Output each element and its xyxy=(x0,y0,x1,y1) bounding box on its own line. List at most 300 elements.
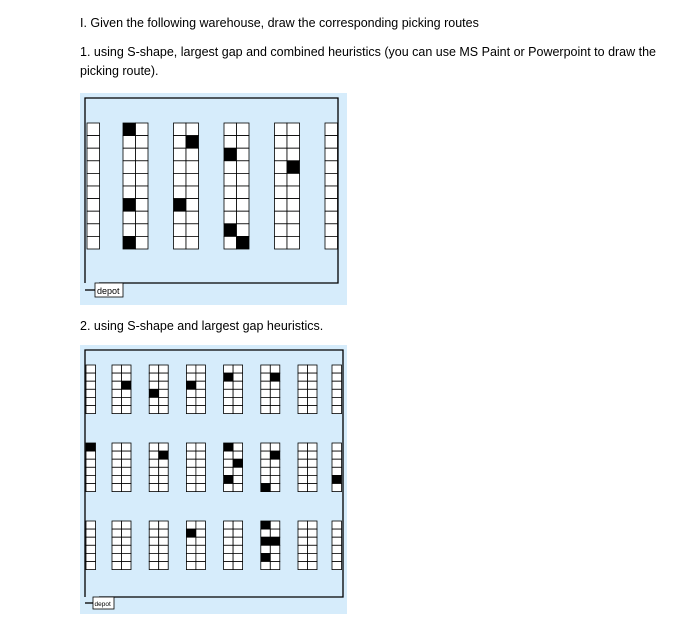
rack-cell xyxy=(186,373,196,381)
rack-cell xyxy=(332,365,342,373)
rack-cell xyxy=(174,211,187,224)
rack-cell xyxy=(308,406,318,414)
rack-cell xyxy=(261,467,271,475)
rack-cell xyxy=(298,365,308,373)
rack-cell xyxy=(186,365,196,373)
pick-location xyxy=(186,136,199,149)
rack-cell xyxy=(159,406,169,414)
rack-cell xyxy=(122,545,132,553)
rack-cell xyxy=(186,406,196,414)
rack-cell xyxy=(186,467,196,475)
rack-cell xyxy=(149,397,159,405)
rack-cell xyxy=(275,224,288,237)
rack-cell xyxy=(332,443,342,451)
rack-cell xyxy=(86,529,96,537)
rack-cell xyxy=(224,537,234,545)
rack-cell xyxy=(149,373,159,381)
rack-cell xyxy=(196,484,206,492)
rack-cell xyxy=(270,562,280,570)
rack-cell xyxy=(270,406,280,414)
rack-cell xyxy=(298,406,308,414)
question-2: 2. using S-shape and largest gap heuristics. xyxy=(80,319,324,333)
pick-location xyxy=(159,451,169,459)
pick-location xyxy=(149,389,159,397)
rack-cell xyxy=(325,136,338,149)
rack-cell xyxy=(237,148,250,161)
rack-cell xyxy=(308,397,318,405)
rack-cell xyxy=(159,397,169,405)
rack-cell xyxy=(332,467,342,475)
rack-cell xyxy=(186,186,199,199)
rack-cell xyxy=(174,161,187,174)
rack-cell xyxy=(186,537,196,545)
rack-cell xyxy=(149,521,159,529)
rack-cell xyxy=(159,443,169,451)
rack-cell xyxy=(112,475,122,483)
rack-cell xyxy=(86,389,96,397)
rack-cell xyxy=(224,553,234,561)
rack-cell xyxy=(122,406,132,414)
rack-cell xyxy=(261,475,271,483)
rack-cell xyxy=(149,529,159,537)
rack-cell xyxy=(332,529,342,537)
rack-cell xyxy=(233,475,243,483)
rack-cell xyxy=(123,148,136,161)
rack-cell xyxy=(224,467,234,475)
rack-cell xyxy=(332,451,342,459)
rack-cell xyxy=(186,545,196,553)
rack-cell xyxy=(308,443,318,451)
rack-cell xyxy=(332,381,342,389)
rack-cell xyxy=(149,537,159,545)
warehouse-figure-2 xyxy=(80,345,347,614)
rack-cell xyxy=(196,521,206,529)
rack-cell xyxy=(112,562,122,570)
rack-cell xyxy=(196,553,206,561)
rack-cell xyxy=(136,224,149,237)
rack-cell xyxy=(196,545,206,553)
rack-cell xyxy=(86,459,96,467)
rack-cell xyxy=(149,451,159,459)
rack-cell xyxy=(122,451,132,459)
rack-cell xyxy=(332,406,342,414)
rack-cell xyxy=(298,475,308,483)
rack-cell xyxy=(174,186,187,199)
rack-cell xyxy=(275,211,288,224)
rack-cell xyxy=(270,467,280,475)
pick-location xyxy=(224,475,234,483)
rack-cell xyxy=(298,562,308,570)
rack-cell xyxy=(196,475,206,483)
rack-cell xyxy=(186,224,199,237)
rack-cell xyxy=(86,406,96,414)
rack-cell xyxy=(224,136,237,149)
rack-cell xyxy=(196,406,206,414)
rack-cell xyxy=(332,545,342,553)
rack-cell xyxy=(224,365,234,373)
rack-cell xyxy=(186,521,196,529)
rack-cell xyxy=(275,136,288,149)
rack-cell xyxy=(186,459,196,467)
page-heading: I. Given the following warehouse, draw the corresponding picking routes xyxy=(80,16,479,30)
rack-cell xyxy=(186,562,196,570)
rack-cell xyxy=(275,199,288,212)
rack-cell xyxy=(332,459,342,467)
rack-cell xyxy=(287,224,300,237)
rack-cell xyxy=(149,553,159,561)
rack-cell xyxy=(270,381,280,389)
rack-cell xyxy=(159,562,169,570)
pick-location xyxy=(332,475,342,483)
rack-cell xyxy=(270,545,280,553)
rack-cell xyxy=(261,389,271,397)
rack-cell xyxy=(233,537,243,545)
rack-cell xyxy=(308,521,318,529)
rack-cell xyxy=(224,529,234,537)
rack-cell xyxy=(325,224,338,237)
rack-cell xyxy=(275,186,288,199)
rack-cell xyxy=(233,521,243,529)
rack-cell xyxy=(308,389,318,397)
rack-cell xyxy=(298,373,308,381)
pick-location xyxy=(123,236,136,249)
rack-cell xyxy=(122,365,132,373)
rack-cell xyxy=(86,545,96,553)
rack-cell xyxy=(186,443,196,451)
pick-location xyxy=(86,443,96,451)
rack-cell xyxy=(87,236,100,249)
rack-cell xyxy=(308,545,318,553)
rack-cell xyxy=(224,389,234,397)
rack-cell xyxy=(261,406,271,414)
rack-cell xyxy=(123,173,136,186)
rack-cell xyxy=(112,397,122,405)
rack-cell xyxy=(308,451,318,459)
rack-cell xyxy=(233,397,243,405)
rack-cell xyxy=(186,211,199,224)
rack-cell xyxy=(149,484,159,492)
rack-cell xyxy=(122,553,132,561)
rack-cell xyxy=(196,467,206,475)
rack-cell xyxy=(325,173,338,186)
rack-cell xyxy=(196,365,206,373)
rack-cell xyxy=(261,545,271,553)
rack-cell xyxy=(325,236,338,249)
rack-cell xyxy=(149,406,159,414)
rack-cell xyxy=(233,484,243,492)
rack-cell xyxy=(86,475,96,483)
rack-cell xyxy=(224,562,234,570)
rack-cell xyxy=(86,451,96,459)
rack-cell xyxy=(186,199,199,212)
rack-cell xyxy=(287,186,300,199)
rack-cell xyxy=(237,199,250,212)
rack-cell xyxy=(325,161,338,174)
rack-cell xyxy=(112,459,122,467)
rack-cell xyxy=(122,397,132,405)
rack-cell xyxy=(186,397,196,405)
depot-label: depot xyxy=(97,286,120,296)
rack-cell xyxy=(325,186,338,199)
rack-cell xyxy=(308,484,318,492)
rack-cell xyxy=(237,224,250,237)
rack-cell xyxy=(123,161,136,174)
pick-location xyxy=(123,123,136,136)
rack-cell xyxy=(270,484,280,492)
rack-cell xyxy=(287,236,300,249)
rack-cell xyxy=(275,148,288,161)
rack-cell xyxy=(224,173,237,186)
rack-cell xyxy=(237,136,250,149)
rack-cell xyxy=(136,123,149,136)
rack-cell xyxy=(136,211,149,224)
pick-location xyxy=(270,373,280,381)
rack-cell xyxy=(332,389,342,397)
rack-cell xyxy=(86,537,96,545)
rack-cell xyxy=(149,545,159,553)
rack-cell xyxy=(233,451,243,459)
rack-cell xyxy=(308,562,318,570)
rack-cell xyxy=(186,553,196,561)
rack-cell xyxy=(122,459,132,467)
rack-cell xyxy=(224,451,234,459)
rack-cell xyxy=(233,373,243,381)
rack-cell xyxy=(332,373,342,381)
rack-cell xyxy=(308,459,318,467)
rack-cell xyxy=(196,451,206,459)
rack-cell xyxy=(275,236,288,249)
rack-cell xyxy=(149,381,159,389)
rack-cell xyxy=(196,381,206,389)
rack-cell xyxy=(159,553,169,561)
pick-location xyxy=(123,199,136,212)
rack-cell xyxy=(224,199,237,212)
rack-cell xyxy=(270,443,280,451)
rack-cell xyxy=(287,148,300,161)
pick-location xyxy=(186,381,196,389)
rack-cell xyxy=(186,148,199,161)
rack-cell xyxy=(112,545,122,553)
rack-cell xyxy=(224,123,237,136)
pick-location xyxy=(287,161,300,174)
rack-cell xyxy=(287,173,300,186)
rack-cell xyxy=(112,529,122,537)
rack-cell xyxy=(112,443,122,451)
rack-cell xyxy=(174,173,187,186)
rack-cell xyxy=(270,529,280,537)
rack-cell xyxy=(270,553,280,561)
rack-cell xyxy=(122,537,132,545)
rack-cell xyxy=(325,148,338,161)
pick-location xyxy=(261,537,271,545)
rack-cell xyxy=(298,553,308,561)
rack-cell xyxy=(325,211,338,224)
rack-cell xyxy=(86,521,96,529)
rack-cell xyxy=(261,373,271,381)
rack-cell xyxy=(149,562,159,570)
rack-cell xyxy=(233,467,243,475)
rack-cell xyxy=(122,373,132,381)
rack-cell xyxy=(112,389,122,397)
rack-cell xyxy=(298,381,308,389)
rack-cell xyxy=(275,123,288,136)
rack-cell xyxy=(224,186,237,199)
rack-cell xyxy=(112,406,122,414)
rack-cell xyxy=(122,467,132,475)
rack-cell xyxy=(224,236,237,249)
rack-cell xyxy=(275,173,288,186)
rack-cell xyxy=(224,211,237,224)
rack-cell xyxy=(112,451,122,459)
rack-cell xyxy=(159,467,169,475)
rack-cell xyxy=(308,529,318,537)
rack-cell xyxy=(308,553,318,561)
rack-cell xyxy=(86,381,96,389)
rack-cell xyxy=(87,173,100,186)
rack-cell xyxy=(86,397,96,405)
rack-cell xyxy=(261,397,271,405)
rack-cell xyxy=(298,545,308,553)
pick-location xyxy=(261,484,271,492)
rack-cell xyxy=(224,397,234,405)
rack-cell xyxy=(261,562,271,570)
pick-location xyxy=(270,537,280,545)
rack-cell xyxy=(87,186,100,199)
pick-location xyxy=(174,199,187,212)
rack-cell xyxy=(86,553,96,561)
rack-cell xyxy=(224,484,234,492)
rack-cell xyxy=(122,521,132,529)
rack-cell xyxy=(298,443,308,451)
question-1: 1. using S-shape, largest gap and combined heuristics (you can use MS Paint or Powerpoint to draw the picking route). xyxy=(80,45,657,78)
rack-cell xyxy=(87,199,100,212)
rack-cell xyxy=(332,521,342,529)
rack-cell xyxy=(196,537,206,545)
rack-cell xyxy=(224,161,237,174)
rack-cell xyxy=(86,373,96,381)
rack-cell xyxy=(159,484,169,492)
rack-cell xyxy=(261,529,271,537)
rack-cell xyxy=(186,236,199,249)
rack-cell xyxy=(298,521,308,529)
pick-location xyxy=(233,459,243,467)
rack-cell xyxy=(196,529,206,537)
rack-cell xyxy=(332,562,342,570)
rack-cell xyxy=(159,459,169,467)
rack-cell xyxy=(298,459,308,467)
rack-cell xyxy=(112,521,122,529)
rack-cell xyxy=(112,467,122,475)
rack-cell xyxy=(196,459,206,467)
rack-cell xyxy=(159,529,169,537)
rack-cell xyxy=(308,365,318,373)
rack-cell xyxy=(112,553,122,561)
rack-cell xyxy=(270,475,280,483)
rack-cell xyxy=(224,521,234,529)
rack-cell xyxy=(174,148,187,161)
rack-cell xyxy=(87,136,100,149)
rack-cell xyxy=(233,545,243,553)
rack-cell xyxy=(287,136,300,149)
rack-cell xyxy=(325,123,338,136)
rack-cell xyxy=(159,545,169,553)
rack-cell xyxy=(270,459,280,467)
rack-cell xyxy=(233,406,243,414)
rack-cell xyxy=(233,562,243,570)
rack-cell xyxy=(270,365,280,373)
rack-cell xyxy=(123,224,136,237)
rack-cell xyxy=(123,186,136,199)
rack-cell xyxy=(87,123,100,136)
pick-location xyxy=(122,381,132,389)
rack-cell xyxy=(149,443,159,451)
pick-location xyxy=(224,443,234,451)
figure-background xyxy=(80,93,347,305)
rack-cell xyxy=(298,389,308,397)
rack-cell xyxy=(86,365,96,373)
rack-cell xyxy=(332,397,342,405)
rack-cell xyxy=(298,397,308,405)
rack-cell xyxy=(122,529,132,537)
rack-cell xyxy=(112,484,122,492)
rack-cell xyxy=(112,365,122,373)
rack-cell xyxy=(122,443,132,451)
rack-cell xyxy=(261,443,271,451)
rack-cell xyxy=(233,365,243,373)
rack-cell xyxy=(159,381,169,389)
pick-location xyxy=(224,148,237,161)
rack-cell xyxy=(233,443,243,451)
rack-cell xyxy=(233,529,243,537)
rack-cell xyxy=(149,467,159,475)
rack-cell xyxy=(261,451,271,459)
rack-cell xyxy=(186,161,199,174)
rack-cell xyxy=(196,389,206,397)
rack-cell xyxy=(136,148,149,161)
rack-cell xyxy=(308,373,318,381)
rack-cell xyxy=(233,553,243,561)
rack-cell xyxy=(186,123,199,136)
rack-cell xyxy=(159,373,169,381)
rack-cell xyxy=(308,475,318,483)
rack-cell xyxy=(186,484,196,492)
rack-cell xyxy=(233,389,243,397)
rack-cell xyxy=(325,199,338,212)
rack-cell xyxy=(308,467,318,475)
warehouse-figure-1 xyxy=(80,93,347,305)
rack-cell xyxy=(196,562,206,570)
rack-cell xyxy=(224,406,234,414)
rack-cell xyxy=(186,475,196,483)
rack-cell xyxy=(270,389,280,397)
rack-cell xyxy=(122,484,132,492)
rack-cell xyxy=(159,475,169,483)
rack-cell xyxy=(174,224,187,237)
rack-cell xyxy=(136,186,149,199)
rack-cell xyxy=(287,211,300,224)
rack-cell xyxy=(136,173,149,186)
rack-cell xyxy=(287,199,300,212)
rack-cell xyxy=(122,562,132,570)
rack-cell xyxy=(86,467,96,475)
rack-cell xyxy=(196,397,206,405)
rack-cell xyxy=(224,545,234,553)
pick-location xyxy=(261,521,271,529)
rack-cell xyxy=(233,381,243,389)
rack-cell xyxy=(159,389,169,397)
rack-cell xyxy=(136,236,149,249)
pick-location xyxy=(270,451,280,459)
